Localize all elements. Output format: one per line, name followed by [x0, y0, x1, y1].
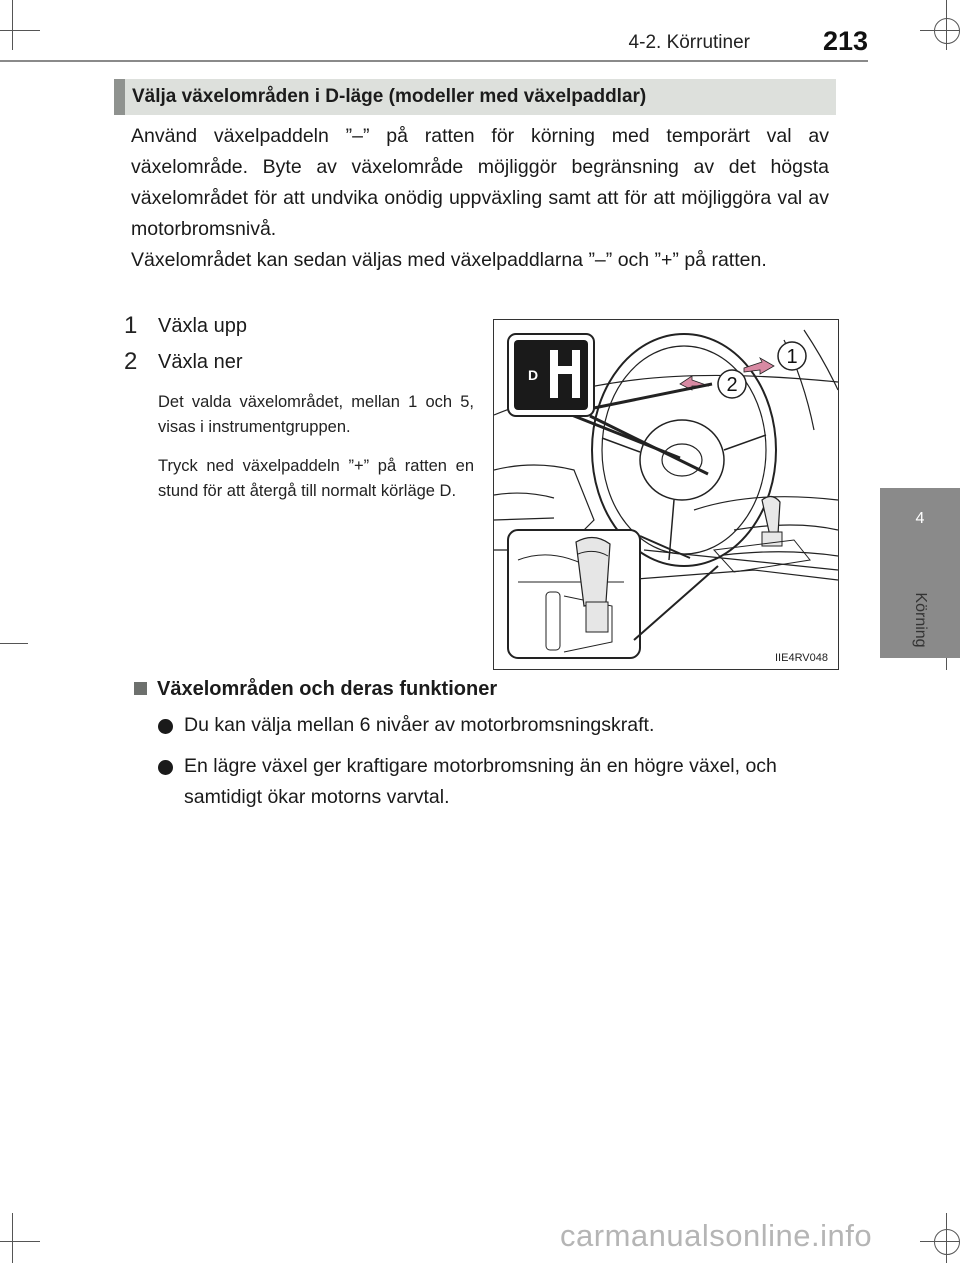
- section-header: 4-2. Körrutiner: [628, 32, 750, 53]
- crop-mark: [0, 1241, 40, 1242]
- subsection-title: Växelområden och deras funktioner: [157, 678, 498, 700]
- subsection-marker-icon: [134, 682, 147, 695]
- bullet-item: Du kan välja mellan 6 nivåer av motorbromsningskraft.: [184, 714, 655, 736]
- callout-2: 2: [726, 374, 738, 396]
- crop-mark: [0, 643, 28, 644]
- intro-paragraph-2: Växelområdet kan sedan väljas med växelpaddlarna ”–” och ”+” på ratten.: [131, 249, 767, 271]
- crop-mark: [934, 1229, 960, 1255]
- step-number: 2: [124, 348, 138, 375]
- note-paragraph: Tryck ned växelpaddeln ”+” på ratten en stund för att återgå till normalt körläge D.: [158, 457, 474, 500]
- section-title-accent: [114, 79, 125, 115]
- watermark: carmanualsonline.info: [560, 1218, 873, 1253]
- section-title: Välja växelområden i D-läge (modeller med växelpaddlar): [132, 86, 647, 107]
- callout-1: 1: [786, 346, 798, 368]
- step-2-label: Växla ner: [158, 351, 243, 373]
- chapter-label-wrapper: [880, 470, 960, 800]
- crop-mark: [12, 0, 13, 50]
- figure-code: IIE4RV048: [775, 652, 829, 664]
- step-1: [124, 312, 137, 340]
- crop-mark: [920, 30, 960, 31]
- paddle-shift-illustration: [494, 320, 838, 669]
- header-divider: [0, 60, 868, 62]
- chapter-number: 4: [915, 510, 925, 527]
- display-gear-letter: D: [528, 367, 539, 383]
- step-1-label: Växla upp: [158, 315, 247, 337]
- crop-mark: [0, 30, 40, 31]
- crop-mark: [12, 1213, 13, 1263]
- step-number: 1: [124, 312, 138, 339]
- intro-paragraph: Använd växelpaddeln ”–” på ratten för körning med temporärt val av växelområde. Byte av växelområde möjliggör begränsning av det högsta växelområdet för att undvika onödig uppväxling samt att för att möjliggöra val av motorbromsnivå.: [131, 125, 829, 240]
- step-2: [124, 348, 137, 376]
- illustration-frame: [493, 319, 839, 670]
- page-number: 213: [822, 26, 868, 56]
- bullet-icon: [158, 760, 173, 775]
- bullet-icon: [158, 719, 173, 734]
- note-paragraph: Det valda växelområdet, mellan 1 och 5, visas i instrumentgruppen.: [158, 393, 474, 436]
- crop-mark: [934, 18, 960, 44]
- chapter-label: Körning: [912, 592, 929, 648]
- bullet-item: En lägre växel ger kraftigare motorbromsning än en högre växel, och samtidigt ökar motorns varvtal.: [184, 755, 777, 808]
- crop-mark: [920, 1241, 960, 1242]
